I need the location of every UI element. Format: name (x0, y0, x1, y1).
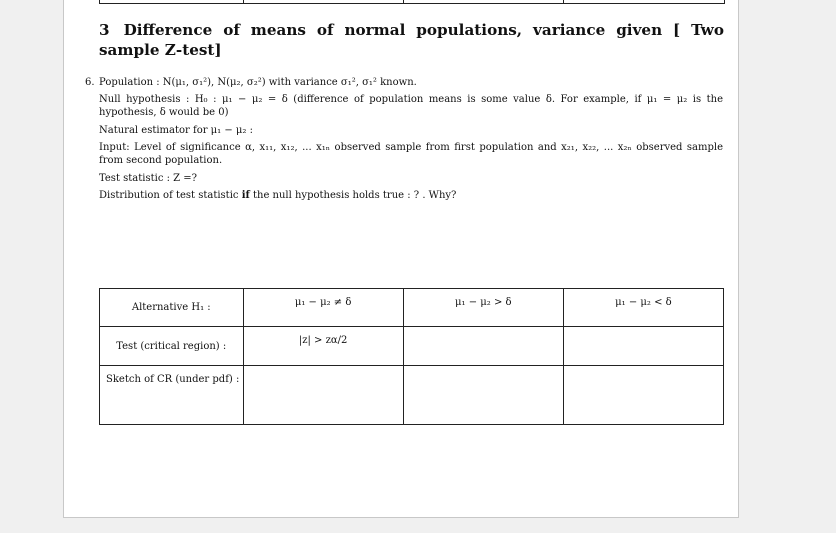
sketch-two-sided (243, 366, 403, 425)
row-label-sketch: Sketch of CR (under pdf) : (100, 366, 244, 425)
table-row (100, 366, 724, 425)
section-number: 3 (99, 21, 110, 39)
sketch-less (563, 366, 723, 425)
table-row (100, 289, 724, 327)
table-divider (563, 0, 564, 3)
null-hypothesis-line: Null hypothesis : H₀ : μ₁ − μ₂ = δ (difference of population means is some value δ. For example, if μ₁ = μ₂ is the hypothesis, δ would be 0) (99, 94, 723, 118)
section-heading (99, 20, 724, 60)
distribution-text-start: Distribution of test statistic (99, 190, 239, 201)
sketch-greater (403, 366, 563, 425)
row-label-alternative: Alternative H₁ : (100, 289, 244, 327)
table-divider (243, 0, 244, 3)
row-label-critical-region: Test (critical region) : (100, 327, 244, 366)
critical-region-two-sided: |z| > zα/2 (243, 327, 403, 366)
population-line: Population : N(μ₁, σ₁²), N(μ₂, σ₂²) with variance σ₁², σ₁² known. (99, 77, 417, 88)
alternative-two-sided: μ₁ − μ₂ ≠ δ (243, 289, 403, 327)
table-row (100, 327, 724, 366)
section-title: Difference of means of normal populations, variance given [ Two sample Z-test] (99, 21, 724, 59)
critical-region-less (563, 327, 723, 366)
previous-table-bottom (99, 0, 725, 4)
alternative-greater: μ₁ − μ₂ > δ (403, 289, 563, 327)
estimator-line: Natural estimator for μ₁ − μ₂ : (99, 125, 253, 136)
question-number: 6. (85, 77, 95, 88)
distribution-text-end: the null hypothesis holds true : ? . Why? (252, 190, 457, 201)
table-divider (403, 0, 404, 3)
distribution-if: if (241, 190, 250, 201)
hypothesis-table (99, 288, 724, 425)
critical-region-greater (403, 327, 563, 366)
document-page (63, 0, 739, 518)
alternative-less: μ₁ − μ₂ < δ (563, 289, 723, 327)
test-statistic-line: Test statistic : Z =? (99, 173, 198, 184)
distribution-line (99, 189, 723, 202)
input-line: Input: Level of significance α, x₁₁, x₁₂, ... x₁ₙ observed sample from first population and x₂₁, x₂₂, ... x₂ₙ observed sample from second population. (99, 142, 723, 166)
